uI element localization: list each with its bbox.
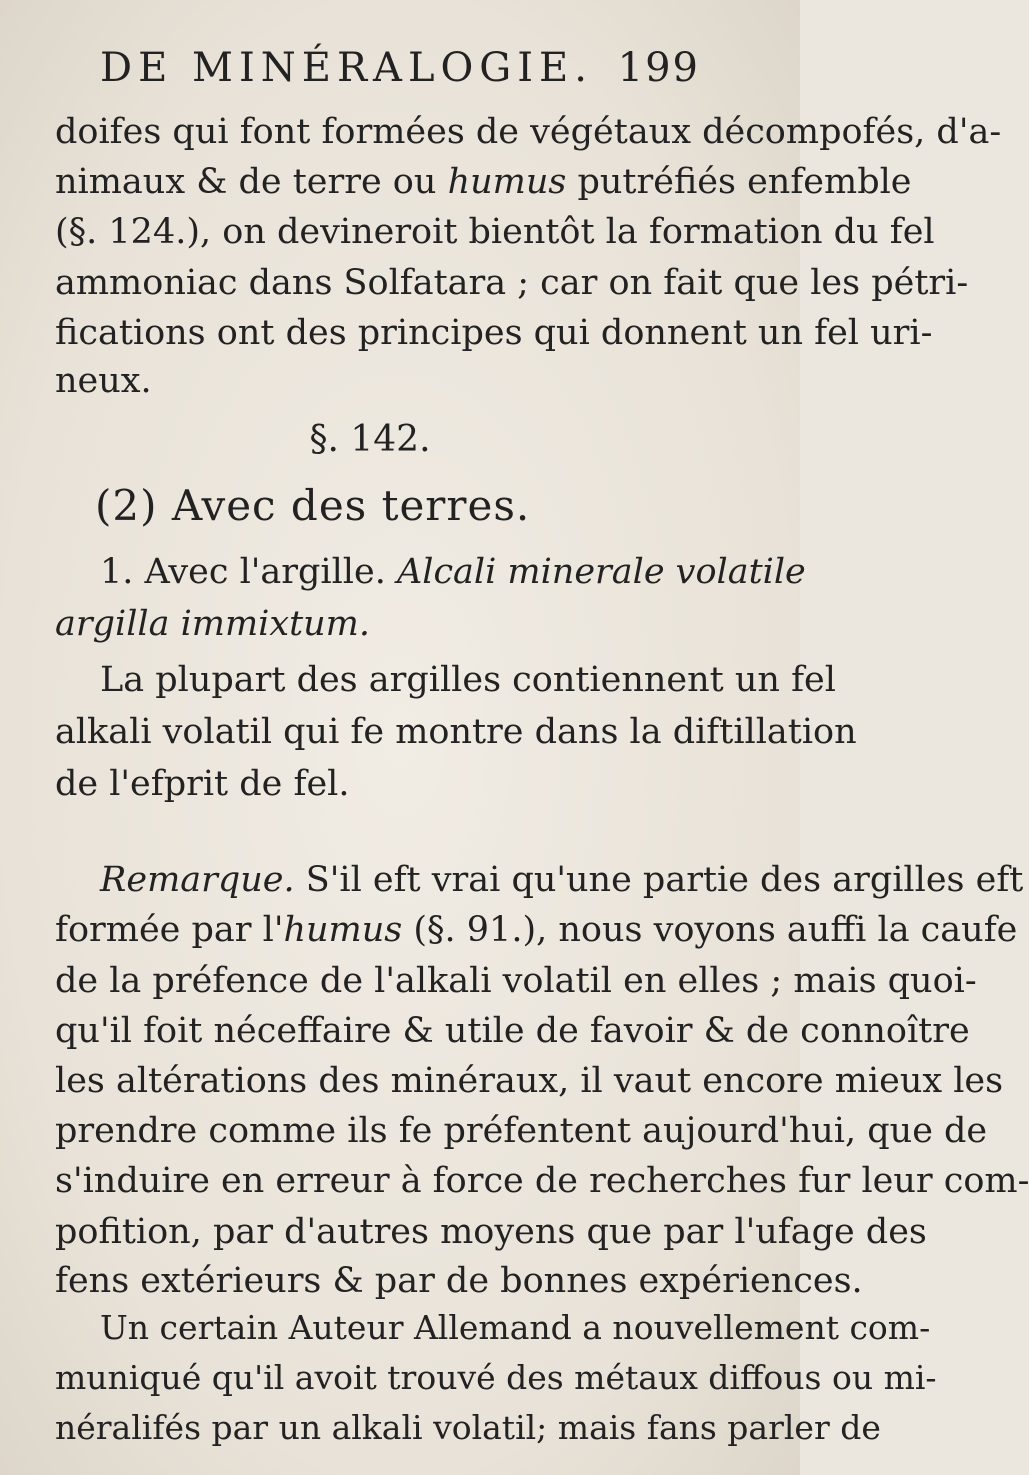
remark-line: qu'il foit néceffaire & utile de favoir & de connoître [55,1011,970,1051]
text-line: nimaux & de terre ou humus putréfiés enfemble [55,162,912,202]
text-line: ammoniac dans Solfatara ; car on fait que les pétri- [55,263,969,303]
remark-line: s'induire en erreur à force de recherches fur leur com- [55,1161,1029,1201]
text-line: alkali volatil qui fe montre dans la diftillation [55,712,857,752]
text-line: Un certain Auteur Allemand a nouvellement com- [100,1308,931,1347]
text-line: (§. 124.), on devineroit bientôt la formation du fel [55,212,935,252]
remark-line: de la préfence de l'alkali volatil en elles ; mais quoi- [55,961,977,1001]
text-line: doifes qui font formées de végétaux décompofés, d'a- [55,112,1002,152]
remark-line: prendre comme ils fe préfentent aujourd'hui, que de [55,1111,988,1151]
latin-label: argilla immixtum. [55,604,370,644]
page-header [100,45,700,99]
remark-line: fens extérieurs & par de bonnes expériences. [55,1261,863,1301]
section-number: §. 142. [309,419,431,460]
section-heading: (2) Avec des terres. [95,481,531,530]
text-line: muniqué qu'il avoit trouvé des métaux diffous ou mi- [55,1358,937,1397]
text-line: La plupart des argilles contiennent un fel [100,660,836,700]
remark-line: pofition, par d'autres moyens que par l'ufage des [55,1212,927,1252]
remark-line: formée par l'humus (§. 91.), nous voyons auffi la caufe [55,910,1018,950]
text-line: fications ont des principes qui donnent un fel uri- [55,313,933,353]
page-number: 199 [617,45,700,91]
subsection-heading: 1. Avec l'argille. Alcali minerale volatile [100,552,806,592]
running-head: DE MINÉRALOGIE. [100,45,593,91]
remark-line: les altérations des minéraux, il vaut encore mieux les [55,1061,1004,1101]
text-line: de l'efprit de fel. [55,764,350,804]
remark-line: Remarque. S'il eft vrai qu'une partie des argilles eft [100,860,1024,900]
page-tail [55,1446,715,1472]
text-line: néralifés par un alkali volatil; mais fans parler de [55,1408,881,1447]
text-line: neux. [55,361,152,401]
